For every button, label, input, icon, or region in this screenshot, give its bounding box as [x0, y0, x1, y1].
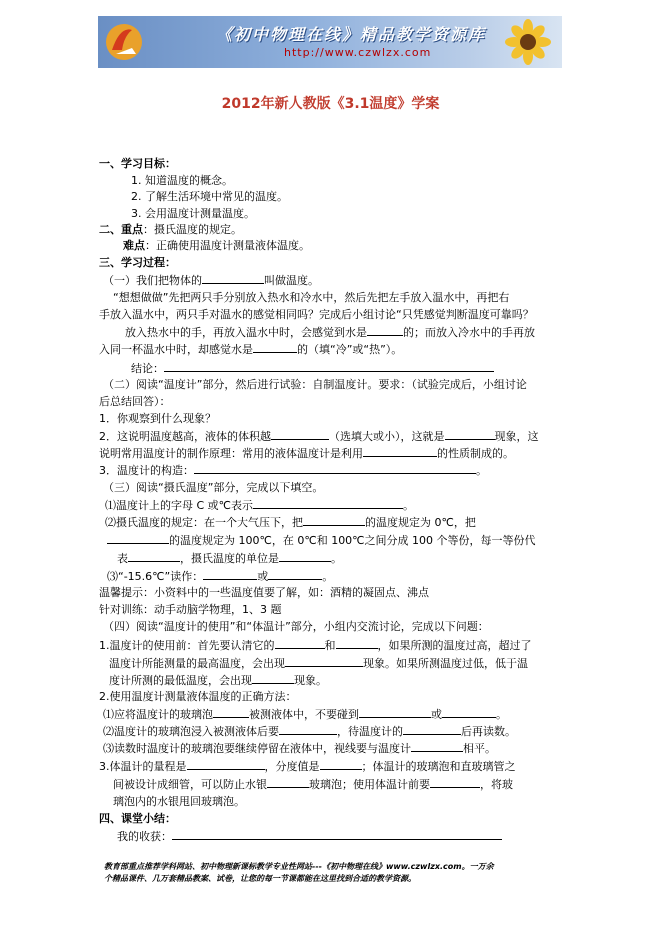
text-line: [113, 777, 513, 791]
text: 度计所测的最低温度，会出现: [109, 674, 252, 687]
text: ，如果所测的温度过高，超过了: [377, 639, 532, 652]
section-heading: 一、学习目标：: [99, 157, 176, 170]
text-line: [107, 533, 536, 547]
text: 的（填“冷”或“热”）。: [297, 343, 403, 356]
fill-blank: [403, 724, 461, 735]
fill-blank: [320, 759, 362, 770]
text-line: [99, 463, 487, 477]
text-line: 2.使用温度计测量液体温度的正确方法：: [99, 690, 297, 703]
text-line: [103, 724, 516, 738]
fill-blank: [367, 325, 403, 336]
text: ，分度值是: [264, 760, 320, 773]
text-line: [99, 446, 514, 460]
fill-blank: [442, 707, 496, 718]
text: ，将玻: [480, 778, 513, 791]
text-line: [105, 515, 476, 529]
text: 被测液体中，不要碰到: [249, 708, 359, 721]
fill-blank: [172, 829, 502, 840]
fill-blank: [279, 551, 331, 562]
text: 。: [331, 552, 342, 565]
banner-title: 《初中物理在线》精品教学资源库: [216, 25, 487, 44]
page-footer: [104, 861, 574, 885]
text: 1.温度计的使用前：首先要认清它的: [99, 639, 275, 652]
text: 表: [117, 552, 128, 565]
banner-url[interactable]: http://www.czwlzx.com: [284, 46, 432, 59]
text-line: [109, 656, 528, 670]
fill-blank: [194, 463, 476, 474]
text: 说明常用温度计的制作原理：常用的液体温度计是利用: [99, 447, 363, 460]
fill-blank: [445, 429, 495, 440]
section-heading: 二、重点: [99, 223, 143, 236]
fill-blank: [285, 656, 363, 667]
text-line: [103, 741, 496, 755]
sunflower-icon: [498, 18, 558, 66]
fill-blank: [271, 429, 329, 440]
text: 放入热水中的手，再放入温水中时，会感觉到水是: [125, 326, 367, 339]
fill-blank: [202, 273, 264, 284]
fill-blank: [213, 707, 249, 718]
text: 3．温度计的构造：: [99, 464, 194, 477]
text: ，待温度计的: [337, 725, 403, 738]
fill-blank: [203, 569, 257, 580]
text: ⑶读数时温度计的玻璃泡要继续停留在液体中，视线要与温度计: [103, 742, 411, 755]
fill-blank: [253, 342, 297, 353]
text: 现象。如果所测温度过低，低于温: [363, 657, 528, 670]
text-line: 璃泡内的水银甩回玻璃泡。: [113, 795, 245, 808]
text-line: [99, 429, 539, 443]
text-line: [99, 759, 516, 773]
text-line: 后总结回答）：: [99, 395, 171, 408]
text: 玻璃泡；使用体温计前要: [309, 778, 430, 791]
fill-blank: [107, 533, 169, 544]
text: ：正确使用温度计测量液体温度。: [145, 239, 310, 252]
text-line: [103, 273, 319, 287]
text: ⑶“-15.6℃”读作：: [107, 570, 204, 583]
text: ：摄氏温度的规定。: [143, 223, 242, 236]
text-line: [99, 638, 532, 652]
difficult-point: [123, 239, 310, 252]
header-banner: [98, 16, 562, 68]
site-logo: [102, 20, 146, 64]
text-line: [125, 325, 535, 339]
text: 入同一杯温水中时，却感觉水是: [99, 343, 253, 356]
text: 或: [257, 570, 269, 583]
fill-blank: [359, 707, 431, 718]
text: ⑴温度计上的字母 C 或℃表示: [105, 499, 254, 512]
text-line: [117, 551, 342, 565]
text-line: [99, 342, 402, 356]
text: 叫做温度。: [264, 274, 319, 287]
text: （选填大或小），这就是: [329, 430, 445, 443]
text: ，摄氏温度的单位是: [180, 552, 279, 565]
text: 或: [431, 708, 442, 721]
fill-blank: [128, 551, 180, 562]
text-line: 温馨提示：小资料中的一些温度值要了解，如：酒精的凝固点、沸点: [99, 586, 429, 599]
label: 难点: [123, 239, 145, 252]
text: 3.体温计的量程是: [99, 760, 187, 773]
text-line: （二）阅读“温度计”部分，然后进行试验：自制温度计。要求：（试验完成后，小组讨论: [103, 378, 527, 391]
fill-blank: [363, 446, 437, 457]
section-heading: 四、课堂小结：: [99, 812, 176, 825]
fill-blank: [164, 361, 494, 372]
fill-blank: [252, 673, 294, 684]
text: 温度计所能测量的最高温度，会出现: [109, 657, 285, 670]
text: ；体温计的玻璃泡和直玻璃管之: [361, 760, 516, 773]
text: 。: [322, 570, 334, 583]
fill-blank: [187, 759, 265, 770]
text-line: 针对训练：动手动脑学物理，1、3 题: [99, 603, 282, 616]
goal-item: 2. 了解生活环境中常见的温度。: [131, 190, 288, 203]
text: 相平。: [463, 742, 496, 755]
text: 的性质制成的。: [437, 447, 514, 460]
text: 。: [496, 708, 507, 721]
text-line: [105, 498, 414, 512]
page-title: 2012年新人教版《3.1温度》学案: [221, 96, 440, 112]
text: 现象。: [294, 674, 327, 687]
text-line: [107, 569, 333, 583]
text: 后再读数。: [461, 725, 516, 738]
goal-item: 1. 知道温度的概念。: [131, 174, 233, 187]
text-line: [103, 707, 507, 721]
text: 和: [324, 639, 336, 652]
fill-blank: [267, 777, 309, 788]
fill-blank: [268, 569, 322, 580]
fill-blank: [275, 638, 325, 649]
footer-line: 教育部重点推荐学科网站、初中物理新课标教学专业性网站---《初中物理在线》www.czwlzx.com。一万余: [104, 862, 494, 871]
fill-blank: [279, 724, 337, 735]
text-line: 1．你观察到什么现象？: [99, 412, 216, 425]
fill-blank: [303, 515, 365, 526]
footer-line: 个精品课件、几万套精品教案、试卷，让您的每一节课都能在这里找到合适的教学资源。: [104, 874, 416, 883]
goal-item: 3. 会用温度计测量温度。: [131, 207, 255, 220]
text: 。: [476, 464, 487, 477]
text: ⑴应将温度计的玻璃泡: [103, 708, 213, 721]
fill-blank: [336, 638, 378, 649]
fill-blank: [253, 498, 403, 509]
text: 的温度规定为 100℃，在 0℃和 100℃之间分成 100 个等份，每一等份代: [169, 534, 536, 547]
text: 结论：: [131, 362, 164, 375]
text: 。: [403, 499, 415, 512]
key-point: [99, 223, 242, 236]
text-line: [109, 673, 327, 687]
text: （一）我们把物体的: [103, 274, 202, 287]
text: ⑵温度计的玻璃泡浸入被测液体后要: [103, 725, 279, 738]
section-heading: 三、学习过程：: [99, 256, 176, 269]
text-line: [117, 829, 502, 843]
fill-blank: [430, 777, 480, 788]
text-line: “想想做做”先把两只手分别放入热水和冷水中，然后先把左手放入温水中，再把右: [113, 291, 510, 304]
text: ⑵摄氏温度的规定：在一个大气压下，把: [105, 516, 303, 529]
text: 我的收获：: [117, 830, 172, 843]
text: 的；而放入冷水中的手再放: [403, 326, 535, 339]
text: 2．这说明温度越高，液体的体积越: [99, 430, 271, 443]
fill-blank: [411, 741, 463, 752]
text: 的温度规定为 0℃，把: [365, 516, 476, 529]
text-line: （四）阅读“温度计的使用”和“体温计”部分，小组内交流讨论，完成以下问题：: [103, 620, 489, 633]
text: 现象，这: [494, 430, 539, 443]
text-line: 手放入温水中，两只手对温水的感觉相同吗？完成后小组讨论“只凭感觉判断温度可靠吗？: [99, 308, 534, 321]
text: 间被设计成细管，可以防止水银: [113, 778, 267, 791]
text-line: [131, 361, 494, 375]
text-line: （三）阅读“摄氏温度”部分，完成以下填空。: [103, 481, 324, 494]
